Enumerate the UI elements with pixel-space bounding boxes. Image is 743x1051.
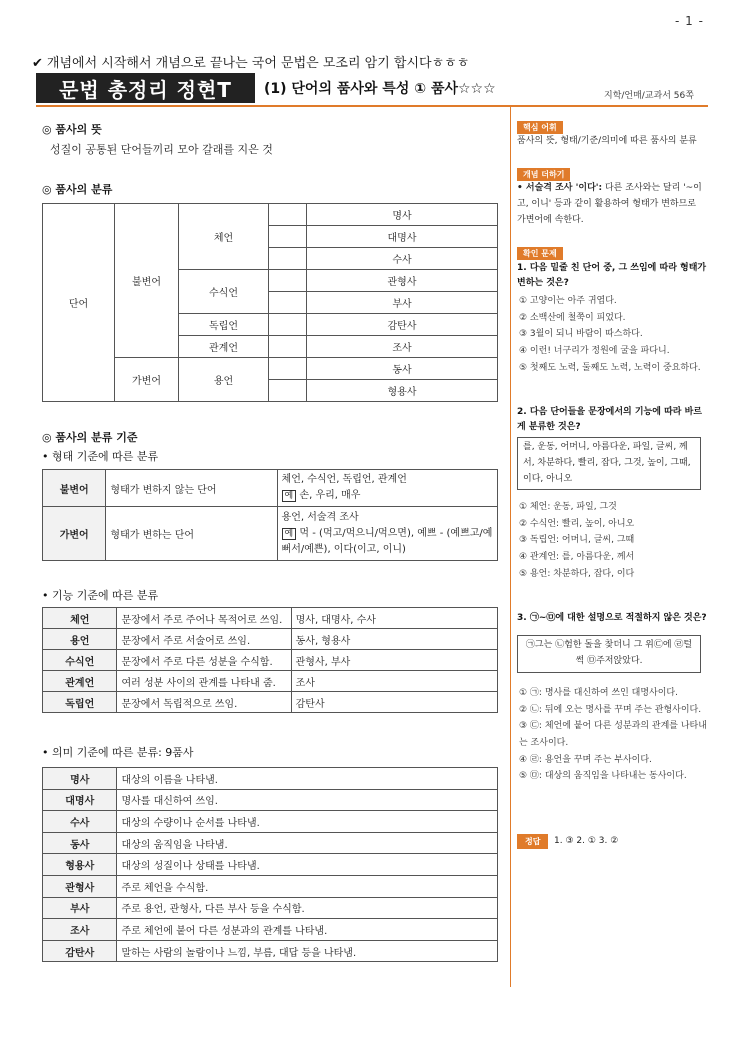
cls-substantive: 체언 <box>179 204 269 270</box>
question-3-box: ㉠그는 ㉡험한 돌을 찾더니 그 위㉢에 ㉣털썩 ㉤주저앉았다. <box>517 635 701 673</box>
option: ⑤ ㉤: 대상의 움직임을 나타내는 동사이다. <box>519 771 687 782</box>
textbook-reference: 지학/언매/교과서 56쪽 <box>604 91 694 101</box>
table-row: 체언 문장에서 주로 주어나 목적어로 쓰임. 명사, 대명사, 수사 <box>43 608 498 629</box>
classification-heading: ◎ 품사의 분류 <box>42 183 113 196</box>
question-2: 2. 다음 단어들을 문장에서의 기능에 따라 바르게 분류한 것은? <box>517 407 702 433</box>
definition-heading: ◎ 품사의 뜻 <box>42 123 102 136</box>
cls-variable: 가변어 <box>115 358 179 402</box>
table-row: 용언 문장에서 주로 서술어로 쓰임. 동사, 형용사 <box>43 629 498 650</box>
question-3: 3. ㉠~㉤에 대한 설명으로 적절하지 않은 것은? <box>517 613 707 623</box>
option: ⑤ 용언: 차분하다, 잡다, 이다 <box>519 568 635 579</box>
page-subtitle: (1) 단어의 품사와 특성 ① 품사☆☆☆ <box>264 81 496 97</box>
question-3-options <box>519 685 709 785</box>
check-icon: ✔ <box>32 56 43 71</box>
criteria-heading: ◎ 품사의 분류 기준 <box>42 431 138 444</box>
cls-word: 단어 <box>43 204 115 402</box>
table-row: 관형사 주로 체언을 수식함. <box>43 875 498 897</box>
option: ④ ㉣: 용언을 꾸며 주는 부사이다. <box>519 754 652 765</box>
option: ④ 관계언: 를, 아름다운, 께서 <box>519 551 635 562</box>
table-row: 조사 주로 체언에 붙어 다른 성분과의 관계를 나타냄. <box>43 919 498 941</box>
definition-text: 성질이 공통된 단어들끼리 모아 갈래를 지은 것 <box>50 143 273 156</box>
option: ⑤ 첫째도 노력, 둘째도 노력, 노력이 중요하다. <box>519 362 701 373</box>
table-row: 수식언 문장에서 주로 다른 성분을 수식함. 관형사, 부사 <box>43 650 498 671</box>
concept-text: • 서술격 조사 '이다': 다른 조사와는 달리 '~이고, 이니' 등과 같이 활용하여 형태가 변하므로 가변어에 속한다. <box>517 183 702 225</box>
cls-modifier: 수식언 <box>179 270 269 314</box>
question-1-options <box>519 293 709 376</box>
page-number: - 1 - <box>675 14 704 28</box>
classification-table <box>42 203 498 402</box>
function-table <box>42 607 498 713</box>
cls-relational: 관계언 <box>179 336 269 358</box>
tagline-text: 개념에서 시작해서 개념으로 끝나는 국어 문법은 모조리 암기 합시다ㅎㅎㅎ <box>46 56 470 71</box>
keywords-text: 품사의 뜻, 형태/기준/의미에 따른 품사의 분류 <box>517 136 697 146</box>
question-2-box: 를, 운동, 어머니, 아름다운, 파일, 글씨, 께서, 차분하다, 빨리, 잡다, 그것, 높이, 그때, 이다, 아니오 <box>517 437 701 490</box>
meaning-table <box>42 767 498 962</box>
option: ① ㉠: 명사를 대신하여 쓰인 대명사이다. <box>519 688 678 698</box>
option: ② 소백산에 철쭉이 피었다. <box>519 312 626 323</box>
meaning-criteria-title: • 의미 기준에 따른 분류: 9품사 <box>42 746 194 759</box>
shape-key: 불변어 <box>43 470 106 507</box>
cls-predicate: 용언 <box>179 358 269 402</box>
table-row: 독립언 문장에서 독립적으로 쓰임. 감탄사 <box>43 692 498 713</box>
cls-invariable: 불변어 <box>115 204 179 358</box>
option: ② 수식언: 빨리, 높이, 아니오 <box>519 518 635 529</box>
column-divider <box>510 107 511 987</box>
shape-desc: 형태가 변하는 단어 <box>106 507 277 561</box>
check-tag: 확인 문제 <box>517 247 563 260</box>
table-row: 감탄사 말하는 사람의 놀람이나 느낌, 부름, 대답 등을 나타냄. <box>43 940 498 962</box>
cls-adjective: 형용사 <box>307 380 498 402</box>
option: ① 체언: 운동, 파일, 그것 <box>519 502 617 512</box>
option: ③ 독립언: 어머니, 글씨, 그때 <box>519 535 635 546</box>
table-row: 대명사 명사를 대신하여 쓰임. <box>43 789 498 811</box>
table-row: 수사 대상의 수량이나 순서를 나타냄. <box>43 811 498 833</box>
option: ① 고양이는 아주 귀엽다. <box>519 296 617 306</box>
cls-interjection: 감탄사 <box>307 314 498 336</box>
table-row: 동사 대상의 움직임을 나타냄. <box>43 832 498 854</box>
page-title: 문법 총정리 정현T <box>36 73 255 103</box>
table-row: 관계언 여러 성분 사이의 관계를 나타내 줌. 조사 <box>43 671 498 692</box>
cls-verb: 동사 <box>307 358 498 380</box>
option: ③ 3월이 되니 바람이 따스하다. <box>519 329 643 340</box>
cls-noun: 명사 <box>307 204 498 226</box>
table-row: 형용사 대상의 성질이나 상태를 나타냄. <box>43 854 498 876</box>
option: ③ ㉢: 체언에 붙어 다른 성분과의 관계를 나타내는 조사이다. <box>519 721 707 748</box>
cls-adverb: 부사 <box>307 292 498 314</box>
shape-table <box>42 469 498 561</box>
option: ② ㉡: 뒤에 오는 명사를 꾸며 주는 관형사이다. <box>519 704 702 715</box>
shape-desc: 형태가 변하지 않는 단어 <box>106 470 277 507</box>
cls-particle: 조사 <box>307 336 498 358</box>
title-divider <box>36 105 708 107</box>
table-row: 명사 대상의 이름을 나타냄. <box>43 768 498 790</box>
answer-tag: 정답 <box>517 834 548 849</box>
example-badge: 예 <box>282 490 297 502</box>
shape-criteria-title: • 형태 기준에 따른 분류 <box>42 450 159 463</box>
cls-determiner: 관형사 <box>307 270 498 292</box>
cls-numeral: 수사 <box>307 248 498 270</box>
shape-key: 가변어 <box>43 507 106 561</box>
example-badge: 예 <box>282 528 297 540</box>
table-row: 부사 주로 용언, 관형사, 다른 부사 등을 수식함. <box>43 897 498 919</box>
question-2-options <box>519 499 709 582</box>
option: ④ 이런! 너구리가 정원에 굴을 파다니. <box>519 345 670 356</box>
shape-example: 용언, 서술격 조사 예 먹 - (먹고/먹으니/먹으면), 예쁘 - (예쁘고/예뻐서/예쁜), 이다(이고, 이니) <box>277 507 497 561</box>
question-1: 1. 다음 밑줄 친 단어 중, 그 쓰임에 따라 형태가 변하는 것은? <box>517 263 707 289</box>
shape-example: 체언, 수식언, 독립언, 관계언 예 손, 우리, 매우 <box>277 470 497 507</box>
answer-text: 1. ③ 2. ① 3. ② <box>554 836 619 846</box>
function-criteria-title: • 기능 기준에 따른 분류 <box>42 589 159 602</box>
cls-independent: 독립언 <box>179 314 269 336</box>
tagline <box>32 52 469 71</box>
concept-tag: 개념 더하기 <box>517 168 570 181</box>
keywords-tag: 핵심 어휘 <box>517 121 563 134</box>
cls-pronoun: 대명사 <box>307 226 498 248</box>
